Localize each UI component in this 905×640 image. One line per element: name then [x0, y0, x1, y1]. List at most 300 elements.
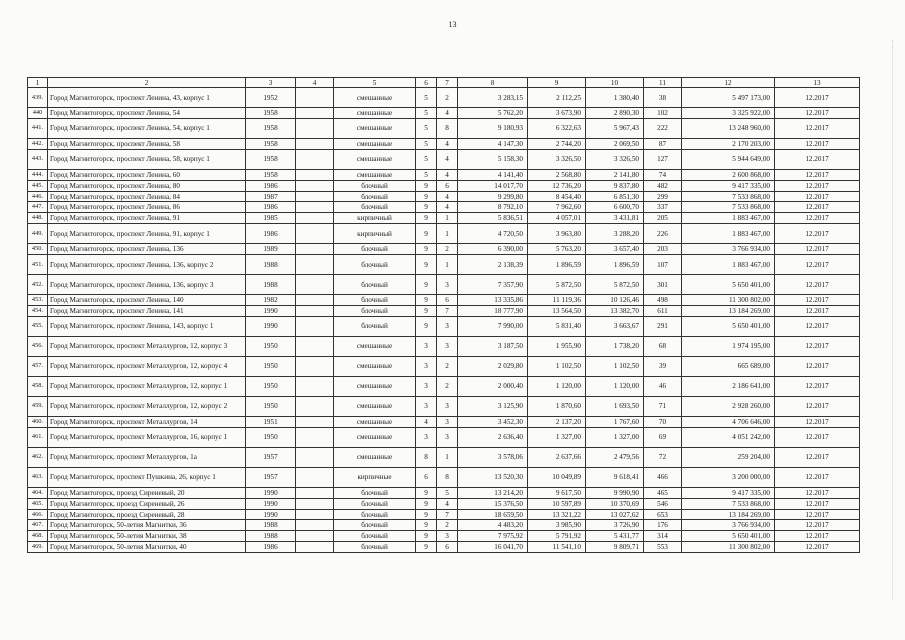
table-cell: 12.2017 — [775, 447, 860, 467]
table-cell: 4 — [437, 149, 458, 169]
column-header: 13 — [775, 78, 860, 88]
table-cell: блочный — [334, 509, 416, 520]
table-cell: 2 141,80 — [586, 169, 644, 180]
table-cell: 12.2017 — [775, 108, 860, 119]
table-cell: 3 — [437, 427, 458, 447]
column-header: 7 — [437, 78, 458, 88]
table-cell: 3 657,40 — [586, 244, 644, 255]
table-row — [28, 520, 860, 531]
table-cell: 1957 — [246, 467, 296, 487]
column-header: 6 — [416, 78, 437, 88]
table-cell: 9 — [416, 542, 437, 553]
table-cell: 259 204,00 — [682, 447, 775, 467]
table-cell: 5 — [416, 149, 437, 169]
table-cell: 439. — [28, 88, 48, 108]
table-cell: 4 — [437, 498, 458, 509]
table-cell — [296, 202, 334, 213]
table-cell: 1982 — [246, 295, 296, 306]
table-cell: 1988 — [246, 255, 296, 275]
table-cell: 203 — [644, 244, 682, 255]
table-cell: 1950 — [246, 336, 296, 356]
table-cell: блочный — [334, 255, 416, 275]
table-cell: 3 726,90 — [586, 520, 644, 531]
table-cell: 3 578,06 — [458, 447, 528, 467]
table-cell: 12.2017 — [775, 244, 860, 255]
table-cell: 8 — [416, 447, 437, 467]
table-cell — [296, 509, 334, 520]
table-cell: 450. — [28, 244, 48, 255]
table-cell: 5 831,40 — [528, 316, 586, 336]
table-cell: 9 — [416, 509, 437, 520]
table-cell: 3 — [437, 336, 458, 356]
table-row — [28, 427, 860, 447]
table-cell: 2 637,66 — [528, 447, 586, 467]
table-cell: 7 990,00 — [458, 316, 528, 336]
table-cell: 4 — [437, 191, 458, 202]
table-cell: Город Магнитогорск, проспект Ленина, 136, корпус 3 — [48, 275, 246, 295]
table-cell: 7 533 868,00 — [682, 191, 775, 202]
table-cell: 1958 — [246, 169, 296, 180]
table-cell — [296, 396, 334, 416]
table-cell: 3 673,90 — [528, 108, 586, 119]
table-cell: 468. — [28, 531, 48, 542]
table-cell: 1 327,00 — [528, 427, 586, 447]
table-cell: блочный — [334, 275, 416, 295]
table-cell: 1958 — [246, 108, 296, 119]
column-header: 3 — [246, 78, 296, 88]
table-cell — [296, 416, 334, 427]
table-cell: 5 — [416, 118, 437, 138]
table-cell: 3 125,90 — [458, 396, 528, 416]
table-cell: Город Магнитогорск, проспект Ленина, 60 — [48, 169, 246, 180]
table-cell: 5 158,30 — [458, 149, 528, 169]
table-cell: 10 597,89 — [528, 498, 586, 509]
table-cell: Город Магнитогорск, 50-летия Магнитки, 40 — [48, 542, 246, 553]
table-cell: Город Магнитогорск, проспект Ленина, 86 — [48, 202, 246, 213]
table-row — [28, 447, 860, 467]
table-cell: 2 069,50 — [586, 138, 644, 149]
table-cell: Город Магнитогорск, проспект Ленина, 136, корпус 2 — [48, 255, 246, 275]
table-row — [28, 118, 860, 138]
table-cell: 2 000,40 — [458, 376, 528, 396]
table-cell: 9 617,50 — [528, 487, 586, 498]
table-cell: 10 126,46 — [586, 295, 644, 306]
table-cell: 13 184 269,00 — [682, 306, 775, 317]
table-cell: 4 057,01 — [528, 213, 586, 224]
table-cell: блочный — [334, 316, 416, 336]
table-cell: 2 112,25 — [528, 88, 586, 108]
table-cell: 5 — [416, 138, 437, 149]
table-cell: 1987 — [246, 191, 296, 202]
table-row — [28, 416, 860, 427]
table-cell: 7 533 868,00 — [682, 498, 775, 509]
table-cell: 1 883 467,00 — [682, 213, 775, 224]
table-cell: 10 370,69 — [586, 498, 644, 509]
table-cell: 9 — [416, 255, 437, 275]
table-cell: 443. — [28, 149, 48, 169]
table-cell: 1952 — [246, 88, 296, 108]
table-cell: 8 454,40 — [528, 191, 586, 202]
table-cell: 465. — [28, 498, 48, 509]
table-cell: 14 017,70 — [458, 180, 528, 191]
table-cell: 457. — [28, 356, 48, 376]
table-cell: 15 376,50 — [458, 498, 528, 509]
table-cell: Город Магнитогорск, проспект Ленина, 84 — [48, 191, 246, 202]
table-cell: 553 — [644, 542, 682, 553]
table-cell: 2 170 203,00 — [682, 138, 775, 149]
table-cell: 5 763,20 — [528, 244, 586, 255]
table-cell: 13 027,62 — [586, 509, 644, 520]
table-cell: 13 564,50 — [528, 306, 586, 317]
table-cell: Город Магнитогорск, проспект Металлургов, 1а — [48, 447, 246, 467]
table-cell: кирпичный — [334, 224, 416, 244]
table-cell: Город Магнитогорск, проспект Ленина, 58, корпус 1 — [48, 149, 246, 169]
table-cell: смешанные — [334, 138, 416, 149]
table-row — [28, 88, 860, 108]
table-cell: 1 — [437, 255, 458, 275]
table-cell: 12.2017 — [775, 118, 860, 138]
table-cell — [296, 108, 334, 119]
table-cell: 3 326,50 — [528, 149, 586, 169]
table-cell: 3 200 000,00 — [682, 467, 775, 487]
table-cell: 3 985,90 — [528, 520, 586, 531]
table-cell: 5 944 649,00 — [682, 149, 775, 169]
table-cell: 546 — [644, 498, 682, 509]
table-row — [28, 213, 860, 224]
table-cell: блочный — [334, 202, 416, 213]
table-cell: 9 417 335,00 — [682, 487, 775, 498]
table-cell: 226 — [644, 224, 682, 244]
table-cell: 18 659,50 — [458, 509, 528, 520]
table-cell: 445. — [28, 180, 48, 191]
table-cell: 2 137,20 — [528, 416, 586, 427]
table-cell: 6 — [416, 467, 437, 487]
table-cell: 12.2017 — [775, 180, 860, 191]
table-cell: 12.2017 — [775, 224, 860, 244]
table-cell: 1958 — [246, 138, 296, 149]
table-cell: 12.2017 — [775, 306, 860, 317]
table-cell: 7 975,92 — [458, 531, 528, 542]
table-cell: 3 283,15 — [458, 88, 528, 108]
table-cell: 1990 — [246, 306, 296, 317]
table-cell: Город Магнитогорск, проспект Пушкина, 26, корпус 1 — [48, 467, 246, 487]
table-cell: смешанные — [334, 118, 416, 138]
table-cell: 467. — [28, 520, 48, 531]
table-cell: 3 288,20 — [586, 224, 644, 244]
table-cell: 5 — [416, 88, 437, 108]
table-cell: 665 689,00 — [682, 356, 775, 376]
table-cell: 12.2017 — [775, 202, 860, 213]
table-cell: 1 896,59 — [586, 255, 644, 275]
table-cell: 454. — [28, 306, 48, 317]
table-cell: 9 — [416, 295, 437, 306]
table-cell: 6 851,30 — [586, 191, 644, 202]
table-cell: 2 890,30 — [586, 108, 644, 119]
table-cell — [296, 306, 334, 317]
table-cell: Город Магнитогорск, проспект Металлургов, 16, корпус 1 — [48, 427, 246, 447]
table-cell: 5 967,43 — [586, 118, 644, 138]
table-cell: 3 — [416, 376, 437, 396]
table-cell: 4 — [437, 138, 458, 149]
table-cell — [296, 531, 334, 542]
table-cell: 1990 — [246, 509, 296, 520]
table-cell: 69 — [644, 427, 682, 447]
table-cell: смешанные — [334, 427, 416, 447]
table-cell: 1 896,59 — [528, 255, 586, 275]
table-cell: 1958 — [246, 118, 296, 138]
table-cell: 12.2017 — [775, 416, 860, 427]
table-cell: 2 138,39 — [458, 255, 528, 275]
table-cell: 3 325 922,00 — [682, 108, 775, 119]
table-cell: 6 — [437, 295, 458, 306]
table-cell: 9 — [416, 224, 437, 244]
table-cell: 3 — [437, 275, 458, 295]
table-cell: 2 — [437, 520, 458, 531]
table-cell: 458. — [28, 376, 48, 396]
table-cell: 444. — [28, 169, 48, 180]
column-header: 9 — [528, 78, 586, 88]
table-cell: блочный — [334, 498, 416, 509]
table-cell — [296, 498, 334, 509]
table-cell — [296, 467, 334, 487]
table-cell: 452. — [28, 275, 48, 295]
table-cell: 12.2017 — [775, 396, 860, 416]
table-cell: 9 — [416, 275, 437, 295]
table-cell: 12.2017 — [775, 295, 860, 306]
table-cell: смешанные — [334, 376, 416, 396]
table-cell: 9 417 335,00 — [682, 180, 775, 191]
table-cell: 38 — [644, 88, 682, 108]
table-cell — [296, 180, 334, 191]
table-cell — [296, 542, 334, 553]
table-row — [28, 306, 860, 317]
table-cell — [296, 88, 334, 108]
table-cell: 3 — [437, 531, 458, 542]
table-cell: 9 — [416, 498, 437, 509]
table-cell: 1 102,50 — [586, 356, 644, 376]
table-cell: 13 214,20 — [458, 487, 528, 498]
table-row — [28, 356, 860, 376]
table-cell: 4 — [416, 416, 437, 427]
table-cell: 451. — [28, 255, 48, 275]
table-cell: смешанные — [334, 447, 416, 467]
table-cell: 7 962,60 — [528, 202, 586, 213]
housing-registry-table — [27, 77, 860, 553]
table-cell: 1989 — [246, 244, 296, 255]
table-cell: 9 — [416, 244, 437, 255]
table-cell: 13 184 269,00 — [682, 509, 775, 520]
table-cell: 1990 — [246, 498, 296, 509]
table-cell: 469. — [28, 542, 48, 553]
table-cell: 9 — [416, 180, 437, 191]
table-cell: 1986 — [246, 202, 296, 213]
table-cell: 440 — [28, 108, 48, 119]
table-row — [28, 149, 860, 169]
table-cell: блочный — [334, 542, 416, 553]
table-cell: 1986 — [246, 180, 296, 191]
table-row — [28, 191, 860, 202]
table-cell: 39 — [644, 356, 682, 376]
table-cell: смешанные — [334, 356, 416, 376]
table-cell: 12.2017 — [775, 213, 860, 224]
table-row — [28, 108, 860, 119]
table-cell: 2 — [437, 244, 458, 255]
table-cell: 7 — [437, 306, 458, 317]
table-row — [28, 169, 860, 180]
column-number-row — [28, 78, 860, 88]
table-cell: 1951 — [246, 416, 296, 427]
table-cell: Город Магнитогорск, проспект Металлургов, 12, корпус 2 — [48, 396, 246, 416]
table-cell: 12.2017 — [775, 191, 860, 202]
table-cell: 12.2017 — [775, 509, 860, 520]
table-cell — [296, 316, 334, 336]
table-cell: 455. — [28, 316, 48, 336]
table-cell: 7 357,90 — [458, 275, 528, 295]
table-cell: 9 180,93 — [458, 118, 528, 138]
table-cell — [296, 244, 334, 255]
table-cell: 3 663,67 — [586, 316, 644, 336]
table-cell: 1985 — [246, 213, 296, 224]
table-cell: Город Магнитогорск, проспект Ленина, 91, корпус 1 — [48, 224, 246, 244]
table-cell: 9 809,71 — [586, 542, 644, 553]
table-cell: 1 — [437, 224, 458, 244]
table-cell: Город Магнитогорск, проспект Металлургов, 14 — [48, 416, 246, 427]
table-cell: 3 — [416, 396, 437, 416]
table-cell — [296, 118, 334, 138]
table-row — [28, 202, 860, 213]
table-cell: 13 520,30 — [458, 467, 528, 487]
table-cell: 1 102,50 — [528, 356, 586, 376]
table-cell: 1990 — [246, 316, 296, 336]
table-cell: 2 744,20 — [528, 138, 586, 149]
table-cell: 71 — [644, 396, 682, 416]
table-row — [28, 531, 860, 542]
table-cell: смешанные — [334, 149, 416, 169]
table-cell: 1 120,00 — [586, 376, 644, 396]
table-cell: 12.2017 — [775, 316, 860, 336]
column-header: 2 — [48, 78, 246, 88]
table-cell: 1 870,60 — [528, 396, 586, 416]
table-row — [28, 376, 860, 396]
table-cell: 449. — [28, 224, 48, 244]
table-cell: 4 — [437, 169, 458, 180]
table-cell: 5 497 173,00 — [682, 88, 775, 108]
column-header: 8 — [458, 78, 528, 88]
column-header: 1 — [28, 78, 48, 88]
table-cell: 4 141,40 — [458, 169, 528, 180]
margin-scan-artifact — [892, 40, 901, 600]
table-cell: 6 322,63 — [528, 118, 586, 138]
table-cell: 8 — [437, 467, 458, 487]
table-cell: смешанные — [334, 396, 416, 416]
table-cell — [296, 149, 334, 169]
table-cell: 12.2017 — [775, 376, 860, 396]
table-cell — [296, 138, 334, 149]
column-header: 4 — [296, 78, 334, 88]
table-cell: 448. — [28, 213, 48, 224]
table-cell: 12.2017 — [775, 542, 860, 553]
column-header: 10 — [586, 78, 644, 88]
column-header: 12 — [682, 78, 775, 88]
table-cell: 2 568,80 — [528, 169, 586, 180]
table-cell: 11 541,10 — [528, 542, 586, 553]
table-cell: 13 382,70 — [586, 306, 644, 317]
table-cell: 1950 — [246, 376, 296, 396]
table-cell: Город Магнитогорск, проспект Ленина, 143, корпус 1 — [48, 316, 246, 336]
table-cell: 3 187,50 — [458, 336, 528, 356]
table-cell: 12.2017 — [775, 467, 860, 487]
table-row — [28, 295, 860, 306]
table-cell: 7 533 868,00 — [682, 202, 775, 213]
table-cell: 3 — [416, 356, 437, 376]
table-cell: 1 327,00 — [586, 427, 644, 447]
table-cell — [296, 447, 334, 467]
table-cell — [296, 376, 334, 396]
table-cell: 2 — [437, 88, 458, 108]
table-cell: 5 762,20 — [458, 108, 528, 119]
table-cell: 12.2017 — [775, 138, 860, 149]
table-cell: 2 600 868,00 — [682, 169, 775, 180]
table-cell: 12.2017 — [775, 336, 860, 356]
table-cell: 11 300 802,00 — [682, 295, 775, 306]
table-cell: 1 883 467,00 — [682, 224, 775, 244]
table-cell — [296, 427, 334, 447]
table-cell: 10 049,89 — [528, 467, 586, 487]
table-cell: 7 — [437, 509, 458, 520]
table-cell: смешанные — [334, 336, 416, 356]
table-cell: 1957 — [246, 447, 296, 467]
table-cell: Город Магнитогорск, проспект Ленина, 140 — [48, 295, 246, 306]
table-cell: Город Магнитогорск, 50-летия Магнитки, 38 — [48, 531, 246, 542]
table-row — [28, 275, 860, 295]
table-cell: 46 — [644, 376, 682, 396]
table-cell: 2 928 260,00 — [682, 396, 775, 416]
table-cell: Город Магнитогорск, проспект Металлургов, 12, корпус 1 — [48, 376, 246, 396]
table-cell: блочный — [334, 191, 416, 202]
table-cell: смешанные — [334, 416, 416, 427]
table-cell: 1 — [437, 447, 458, 467]
table-row — [28, 336, 860, 356]
table-cell: 5 — [416, 169, 437, 180]
table-cell: 70 — [644, 416, 682, 427]
table-cell: 9 — [416, 520, 437, 531]
table-cell: 2 — [437, 376, 458, 396]
table-cell: 127 — [644, 149, 682, 169]
table-cell: 72 — [644, 447, 682, 467]
table-cell: 9 — [416, 531, 437, 542]
table-cell: 6 — [437, 542, 458, 553]
table-cell: 107 — [644, 255, 682, 275]
table-row — [28, 509, 860, 520]
table-cell: 2 029,80 — [458, 356, 528, 376]
table-cell: 5 — [416, 108, 437, 119]
table-cell: 465 — [644, 487, 682, 498]
table-cell — [296, 336, 334, 356]
table-cell: смешанные — [334, 108, 416, 119]
table-cell: 1990 — [246, 487, 296, 498]
table-cell: 1986 — [246, 542, 296, 553]
table-cell: 1 120,00 — [528, 376, 586, 396]
table-cell: 9 — [416, 213, 437, 224]
table-cell — [296, 275, 334, 295]
table-cell: 4 720,50 — [458, 224, 528, 244]
table-cell: 2 636,40 — [458, 427, 528, 447]
table-cell: 13 321,22 — [528, 509, 586, 520]
table-cell: 2 479,56 — [586, 447, 644, 467]
table-cell: 3 963,80 — [528, 224, 586, 244]
table-row — [28, 224, 860, 244]
table-cell: 463. — [28, 467, 48, 487]
